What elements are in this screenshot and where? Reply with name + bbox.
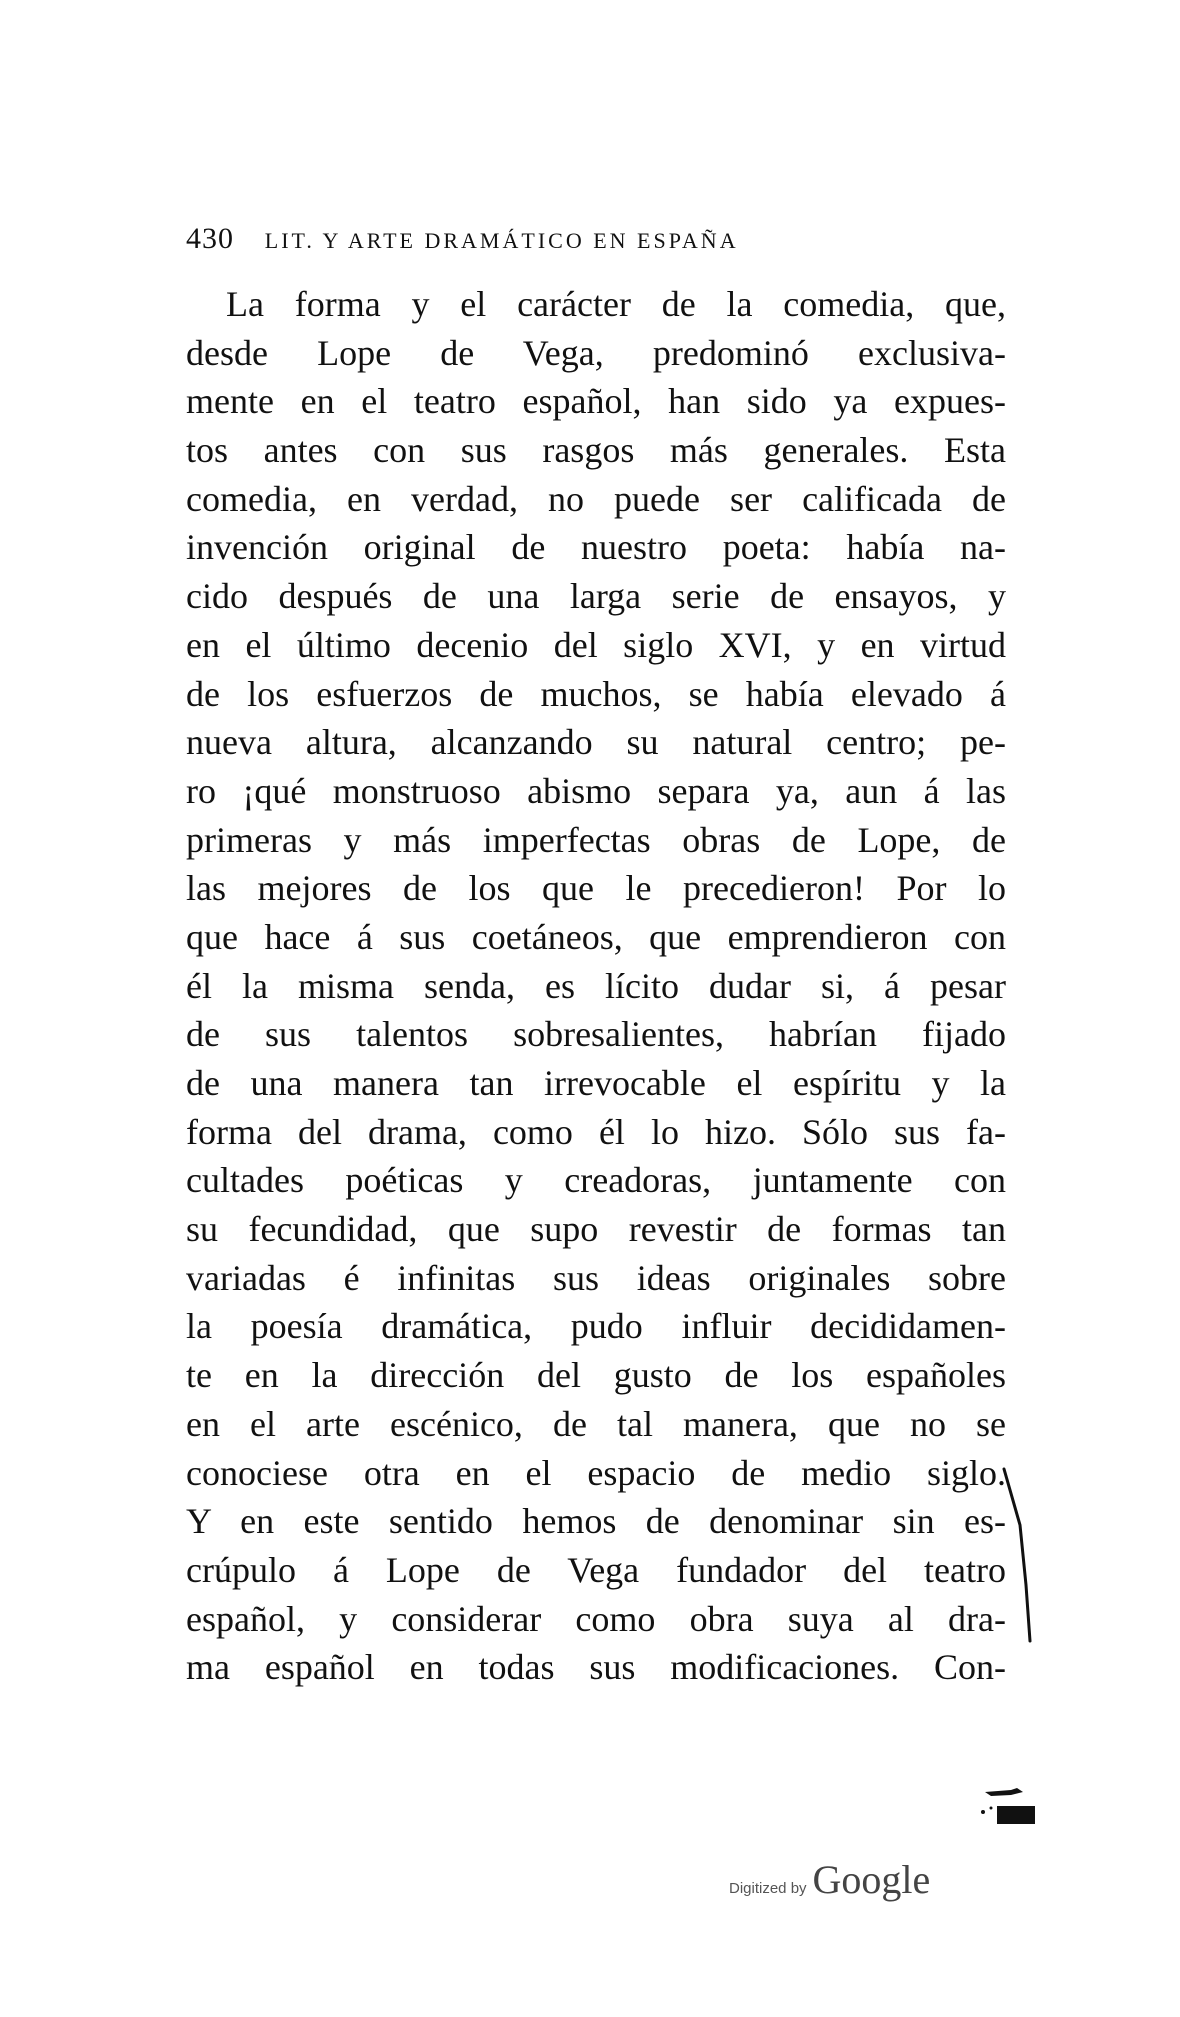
text-line: La forma y el carácter de la comedia, que, [226, 284, 1006, 324]
text-line: ro ¡qué monstruoso abismo separa ya, aun á las [186, 770, 1006, 811]
text-line: variadas é infinitas sus ideas originales sobre [186, 1257, 1006, 1298]
text-line: la poesía dramática, pudo influir decididamen- [186, 1306, 1006, 1347]
text-line: las mejores de los que le precedieron! Por lo [186, 868, 1006, 909]
text-line: que hace á sus coetáneos, que emprendieron con [186, 916, 1006, 957]
page-number: 430 [186, 222, 234, 255]
text-line: tos antes con sus rasgos más generales. Esta [186, 430, 1006, 471]
text-line: cido después de una larga serie de ensayos, y [186, 576, 1006, 617]
text-line: crúpulo á Lope de Vega fundador del teatro [186, 1549, 1006, 1590]
text-line: Y en este sentido hemos de denominar sin es- [186, 1501, 1006, 1542]
text-line: desde Lope de Vega, predominó exclusiva- [186, 332, 1006, 373]
watermark-prefix: Digitized by [729, 1880, 807, 1897]
text-line: español, y considerar como obra suya al dra- [186, 1598, 1006, 1639]
text-line: de los esfuerzos de muchos, se había elevado á [186, 673, 1006, 714]
digitization-watermark [729, 1856, 930, 1903]
text-line: él la misma senda, es lícito dudar si, á pesar [186, 965, 1006, 1006]
margin-pencil-mark [1002, 1465, 1032, 1645]
text-line: de una manera tan irrevocable el espíritu y la [186, 1063, 1006, 1103]
text-line: de sus talentos sobresalientes, habrían fijado [186, 1014, 1006, 1055]
text-line: en el último decenio del siglo XVI, y en virtud [186, 624, 1006, 665]
text-line: invención original de nuestro poeta: había na- [186, 527, 1006, 568]
text-line: conociese otra en el espacio de medio siglo. [186, 1452, 1006, 1493]
text-line: mente en el teatro español, han sido ya expues- [186, 381, 1006, 422]
scan-artifact [977, 1786, 1037, 1826]
watermark-brand: Google [812, 1857, 931, 1902]
text-line: comedia, en verdad, no puede ser calificada de [186, 478, 1006, 519]
text-line: ma español en todas sus modificaciones. Con- [186, 1647, 1006, 1688]
text-line: primeras y más imperfectas obras de Lope, de [186, 819, 1006, 860]
text-line: forma del drama, como él lo hizo. Sólo sus fa- [186, 1111, 1006, 1152]
body-paragraph [186, 280, 1006, 1692]
text-line: su fecundidad, que supo revestir de formas tan [186, 1209, 1006, 1250]
text-line: nueva altura, alcanzando su natural centro; pe- [186, 722, 1006, 763]
text-line: cultades poéticas y creadoras, juntamente con [186, 1160, 1006, 1201]
running-title: LIT. Y ARTE DRAMÁTICO EN ESPAÑA [264, 228, 739, 253]
text-line: te en la dirección del gusto de los españoles [186, 1355, 1006, 1396]
running-header [186, 222, 1006, 258]
text-line: en el arte escénico, de tal manera, que no se [186, 1403, 1006, 1444]
